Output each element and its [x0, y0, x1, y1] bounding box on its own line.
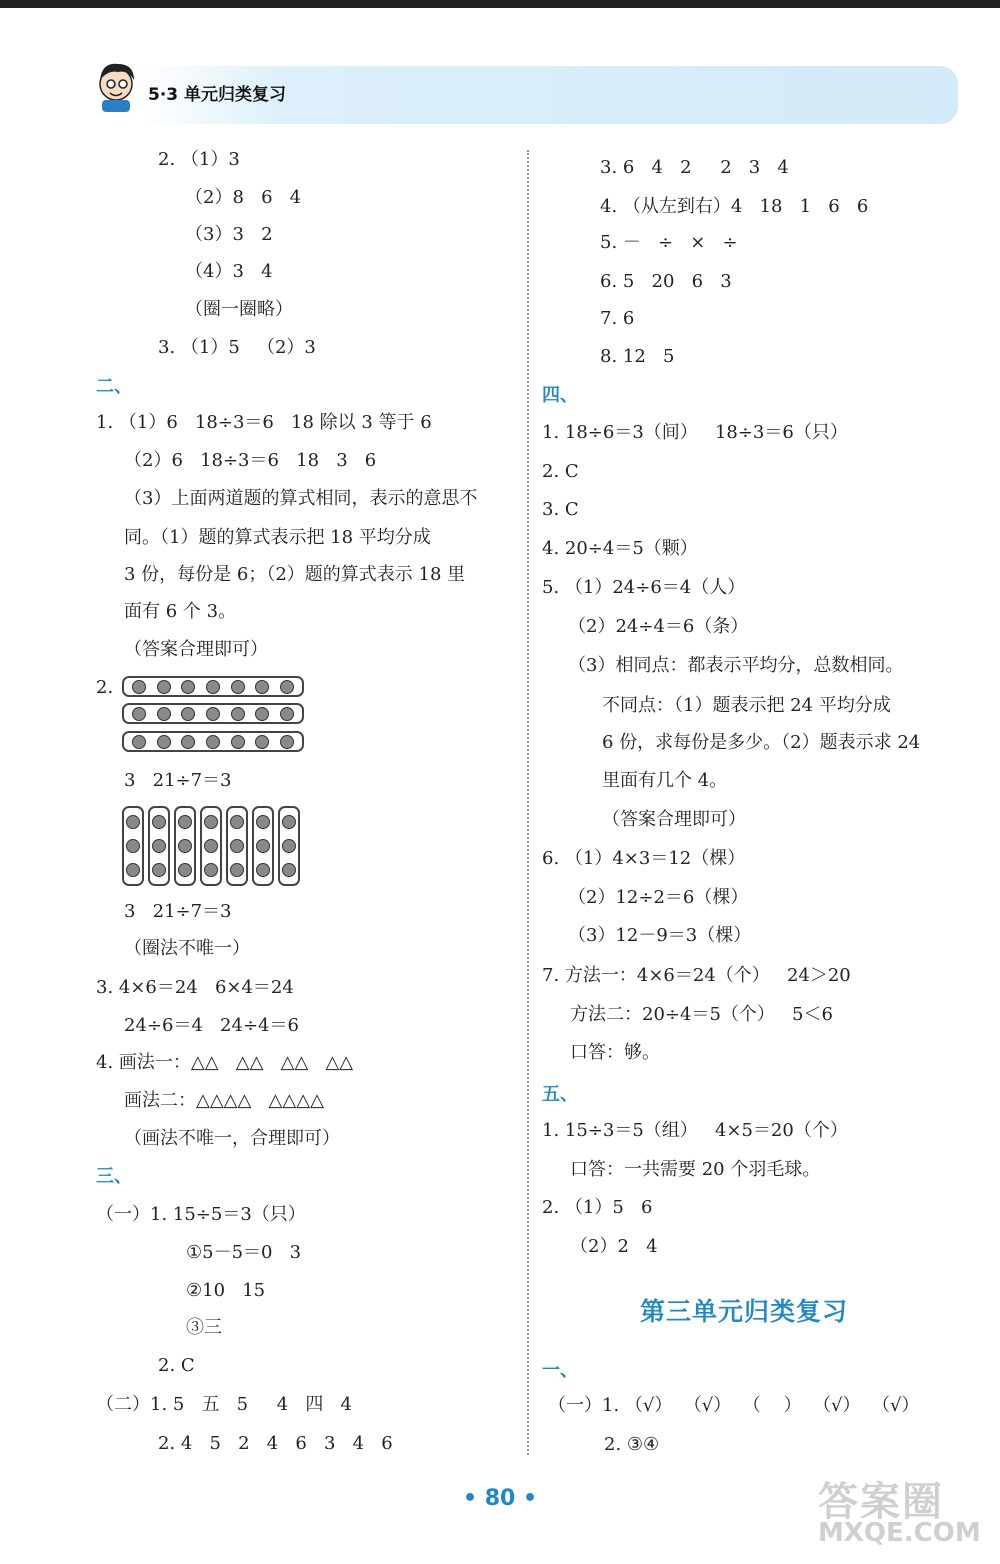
- dot-icon: [230, 839, 244, 853]
- answer-line: （一）1. 15÷5＝3（只）: [96, 1204, 306, 1225]
- dot-icon: [231, 735, 245, 749]
- answer-line: （答案合理即可）: [124, 639, 268, 660]
- dot-icon: [230, 815, 244, 829]
- answer-line: 里面有几个 4。: [602, 770, 728, 791]
- dot-icon: [256, 815, 270, 829]
- dot-icon: [181, 735, 195, 749]
- answer-line: （3）3 2: [185, 224, 273, 245]
- dot-icon: [204, 815, 218, 829]
- answer-line: 3. 6 4 2 2 3 4: [600, 157, 789, 178]
- dot-group-column: [252, 806, 274, 886]
- dot-icon: [157, 707, 171, 721]
- dot-icon: [157, 680, 171, 694]
- answer-line: 4. 20÷4＝5（颗）: [542, 538, 698, 559]
- answer-line: （答案合理即可）: [602, 809, 746, 830]
- answer-line: 6. 5 20 6 3: [600, 271, 732, 292]
- section-heading: 四、: [542, 385, 578, 406]
- answer-line: 2.: [96, 677, 114, 698]
- dot-icon: [204, 839, 218, 853]
- answer-line: 2. （1）3: [158, 149, 240, 170]
- dot-icon: [255, 707, 269, 721]
- answer-line: 面有 6 个 3。: [124, 601, 237, 622]
- section-heading: 五、: [542, 1084, 578, 1105]
- dot-icon: [181, 680, 195, 694]
- dot-icon: [231, 707, 245, 721]
- dot-icon: [206, 680, 220, 694]
- answer-line: （二）1. 5 五 5 4 四 4: [96, 1394, 352, 1415]
- unit-title: 第三单元归类复习: [640, 1297, 849, 1326]
- answer-line: 3 份，每份是 6；（2）题的算式表示 18 里: [124, 564, 466, 585]
- answer-line: 1. 18÷6＝3（间） 18÷3＝6（只）: [542, 422, 848, 443]
- dot-group-column: [122, 806, 144, 886]
- dot-icon: [256, 863, 270, 877]
- answer-line: 2. C: [158, 1355, 195, 1376]
- dot-icon: [132, 735, 146, 749]
- answer-line: 3. 4×6＝24 6×4＝24: [96, 977, 294, 998]
- answer-line: 4. （从左到右）4 18 1 6 6: [600, 196, 869, 217]
- dot-icon: [282, 815, 296, 829]
- dot-icon: [282, 863, 296, 877]
- mascot-icon: [92, 58, 142, 114]
- answer-line: 3. （1）5 （2）3: [158, 337, 316, 358]
- dot-icon: [126, 839, 140, 853]
- dot-icon: [255, 680, 269, 694]
- answer-line: 7. 方法一：4×6＝24（个） 24＞20: [542, 965, 851, 986]
- dot-icon: [178, 815, 192, 829]
- answer-line: （2）24÷4＝6（条）: [568, 616, 749, 637]
- column-divider: [527, 150, 529, 1455]
- answer-line: 6. （1）4×3＝12（棵）: [542, 848, 746, 869]
- answer-line: （圈一圈略）: [185, 299, 293, 320]
- dot-icon: [132, 680, 146, 694]
- dot-icon: [255, 735, 269, 749]
- answer-line: 2. （1）5 6: [542, 1197, 653, 1218]
- answer-line: 4. 画法一：△△ △△ △△ △△: [96, 1052, 354, 1073]
- answer-line: 口答：一共需要 20 个羽毛球。: [570, 1159, 821, 1180]
- answer-line: ③三: [186, 1317, 222, 1338]
- answer-line: （2）8 6 4: [185, 187, 302, 208]
- dot-group-row: [122, 731, 304, 752]
- watermark-url: MXQE.COM: [818, 1518, 981, 1548]
- dot-icon: [280, 735, 294, 749]
- answer-line: 3. C: [542, 499, 579, 520]
- dot-icon: [206, 735, 220, 749]
- header-title: 5·3 单元归类复习: [148, 85, 287, 105]
- answer-line: 5. （1）24÷6＝4（人）: [542, 577, 746, 598]
- answer-line: （3）12－9＝3（棵）: [568, 925, 752, 946]
- dot-group-column: [200, 806, 222, 886]
- answer-line: 3 21÷7＝3: [124, 770, 232, 791]
- answer-line: （2）6 18÷3＝6 18 3 6: [124, 450, 377, 471]
- answer-line: 1. （1）6 18÷3＝6 18 除以 3 等于 6: [96, 412, 432, 433]
- dot-icon: [178, 863, 192, 877]
- dot-icon: [132, 707, 146, 721]
- dot-icon: [181, 707, 195, 721]
- answer-line: 2. 4 5 2 4 6 3 4 6: [158, 1433, 393, 1454]
- dot-icon: [280, 680, 294, 694]
- answer-line: 2. ③④: [604, 1434, 660, 1455]
- dot-group-column: [174, 806, 196, 886]
- answer-line: （画法不唯一，合理即可）: [124, 1128, 340, 1149]
- dot-icon: [157, 735, 171, 749]
- dot-icon: [152, 839, 166, 853]
- top-border: [0, 0, 1000, 8]
- section-heading: 二、: [96, 376, 132, 397]
- answer-line: 同。（1）题的算式表示把 18 平均分成: [124, 527, 431, 548]
- answer-line: 不同点：（1）题表示把 24 平均分成: [602, 695, 891, 716]
- dot-icon: [282, 839, 296, 853]
- dot-icon: [126, 815, 140, 829]
- dot-group-row: [122, 676, 304, 697]
- answer-line: （一）1. （√） （√） （ ） （√） （√）: [548, 1395, 920, 1416]
- dot-icon: [152, 863, 166, 877]
- dot-icon: [230, 863, 244, 877]
- answer-line: 8. 12 5: [600, 346, 675, 367]
- answer-line: （3）相同点：都表示平均分，总数相同。: [568, 655, 904, 676]
- answer-line: 口答：够。: [570, 1042, 660, 1063]
- page-number: • 80 •: [462, 1486, 538, 1511]
- dot-icon: [126, 863, 140, 877]
- dot-icon: [204, 863, 218, 877]
- dot-group-column: [278, 806, 300, 886]
- dot-icon: [178, 839, 192, 853]
- dot-group-row: [122, 703, 304, 724]
- answer-line: （3）上面两道题的算式相同，表示的意思不: [124, 488, 478, 509]
- answer-line: （圈法不唯一）: [124, 938, 250, 959]
- answer-line: 1. 15÷3＝5（组） 4×5＝20（个）: [542, 1120, 848, 1141]
- dot-group-column: [148, 806, 170, 886]
- watermark-logo: 答案圈: [818, 1479, 944, 1525]
- dot-icon: [280, 707, 294, 721]
- dot-icon: [231, 680, 245, 694]
- answer-line: （4）3 4: [185, 261, 273, 282]
- answer-line: 7. 6: [600, 308, 635, 329]
- answer-line: ②10 15: [186, 1280, 266, 1301]
- dot-group-column: [226, 806, 248, 886]
- answer-line: 方法二：20÷4＝5（个） 5＜6: [570, 1004, 833, 1025]
- dot-icon: [152, 815, 166, 829]
- answer-line: 6 份，求每份是多少。（2）题表示求 24: [602, 732, 921, 753]
- answer-line: ①5－5＝0 3: [186, 1242, 302, 1263]
- section-heading: 一、: [542, 1360, 578, 1381]
- answer-line: 24÷6＝4 24÷4＝6: [124, 1015, 299, 1036]
- dot-icon: [256, 839, 270, 853]
- answer-line: 5. － ÷ × ÷: [600, 232, 738, 253]
- section-heading: 三、: [96, 1166, 132, 1187]
- answer-line: 画法二：△△△△ △△△△: [124, 1090, 324, 1111]
- answer-line: 2. C: [542, 461, 579, 482]
- answer-line: （2）12÷2＝6（棵）: [568, 887, 749, 908]
- answer-line: （2）2 4: [570, 1236, 658, 1257]
- answer-line: 3 21÷7＝3: [124, 901, 232, 922]
- dot-icon: [206, 707, 220, 721]
